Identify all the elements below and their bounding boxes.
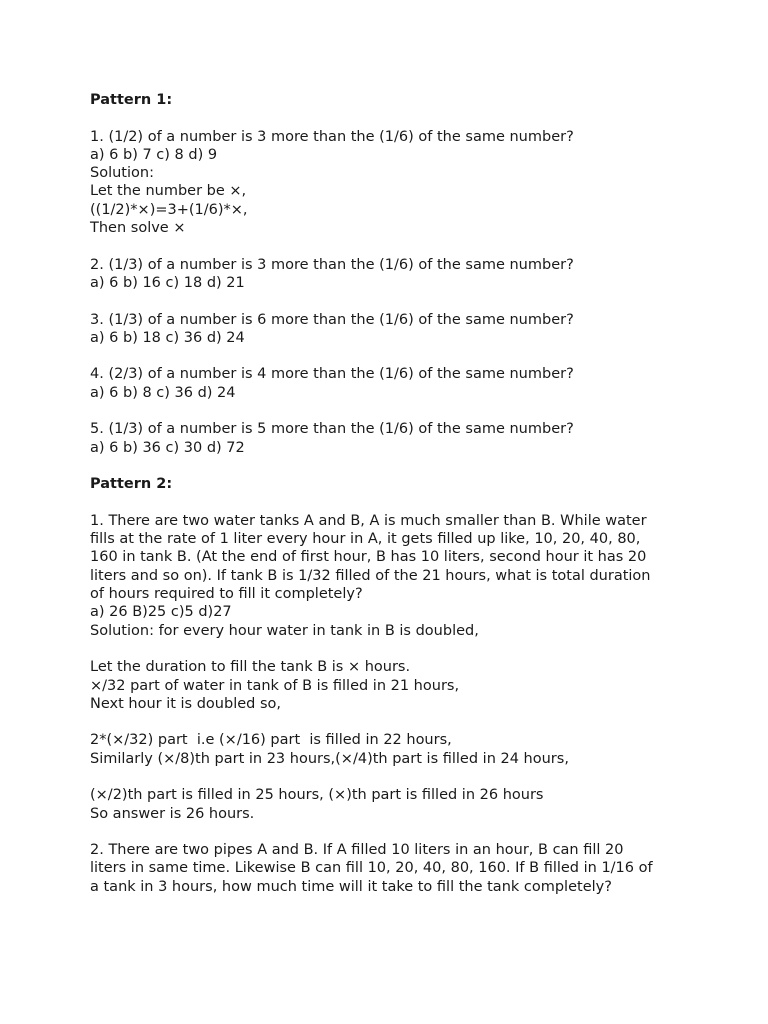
solution-line: Next hour it is doubled so, [90, 695, 281, 712]
pattern2-question-2 [90, 841, 750, 896]
question-text: fills at the rate of 1 liter every hour in A, it gets filled up like, 10, 20, 40, 80, [90, 531, 641, 548]
answer-options: a) 6 b) 18 c) 36 d) 24 [90, 329, 245, 346]
answer-options: a) 6 b) 7 c) 8 d) 9 [90, 146, 218, 163]
solution-line: So answer is 26 hours. [90, 805, 255, 822]
solution-line: Solution: [90, 165, 154, 182]
question-text: 1. (1/2) of a number is 3 more than the (1/6) of the same number? [90, 128, 574, 145]
question-text: 1. There are two water tanks A and B, A is much smaller than B. While water [90, 512, 647, 529]
document-page [90, 91, 750, 896]
pattern1-question-5 [90, 420, 750, 457]
question-text: 4. (2/3) of a number is 4 more than the (1/6) of the same number? [90, 366, 574, 383]
solution-line: 2*(×/32) part i.e (×/16) part is filled in 22 hours, [90, 732, 452, 749]
solution-line: Let the number be ×, [90, 183, 247, 200]
question-text: a tank in 3 hours, how much time will it take to fill the tank completely? [90, 878, 612, 895]
pattern1-question-3 [90, 311, 750, 348]
pattern2-heading: Pattern 2: [90, 476, 173, 493]
question-text: 5. (1/3) of a number is 5 more than the (1/6) of the same number? [90, 421, 574, 438]
question-text: 160 in tank B. (At the end of first hour, B has 10 liters, second hour it has 20 [90, 549, 647, 566]
answer-options: a) 6 b) 36 c) 30 d) 72 [90, 439, 245, 456]
question-text: liters and so on). If tank B is 1/32 filled of the 21 hours, what is total duration [90, 567, 651, 584]
answer-options: a) 26 B)25 c)5 d)27 [90, 604, 232, 621]
answer-options: a) 6 b) 8 c) 36 d) 24 [90, 384, 236, 401]
solution-line: Let the duration to fill the tank B is × hours. [90, 659, 411, 676]
pattern1-question-4 [90, 365, 750, 402]
pattern2-question-1 [90, 512, 750, 823]
solution-line: Then solve × [90, 220, 186, 237]
solution-line: Solution: for every hour water in tank in B is doubled, [90, 622, 479, 639]
question-text: liters in same time. Likewise B can fill 10, 20, 40, 80, 160. If B filled in 1/16 of [90, 860, 653, 877]
solution-line: ×/32 part of water in tank of B is filled in 21 hours, [90, 677, 460, 694]
question-text: 2. There are two pipes A and B. If A filled 10 liters in an hour, B can fill 20 [90, 842, 624, 859]
pattern1-question-1 [90, 128, 750, 238]
answer-options: a) 6 b) 16 c) 18 d) 21 [90, 274, 245, 291]
pattern1-question-2 [90, 256, 750, 293]
question-text: 3. (1/3) of a number is 6 more than the (1/6) of the same number? [90, 311, 574, 328]
solution-line: Similarly (×/8)th part in 23 hours,(×/4)th part is filled in 24 hours, [90, 750, 569, 767]
question-text: of hours required to fill it completely? [90, 586, 363, 603]
question-text: 2. (1/3) of a number is 3 more than the (1/6) of the same number? [90, 256, 574, 273]
pattern1-heading: Pattern 1: [90, 92, 173, 108]
solution-line: ((1/2)*×)=3+(1/6)*×, [90, 201, 248, 218]
solution-line: (×/2)th part is filled in 25 hours, (×)th part is filled in 26 hours [90, 787, 544, 804]
